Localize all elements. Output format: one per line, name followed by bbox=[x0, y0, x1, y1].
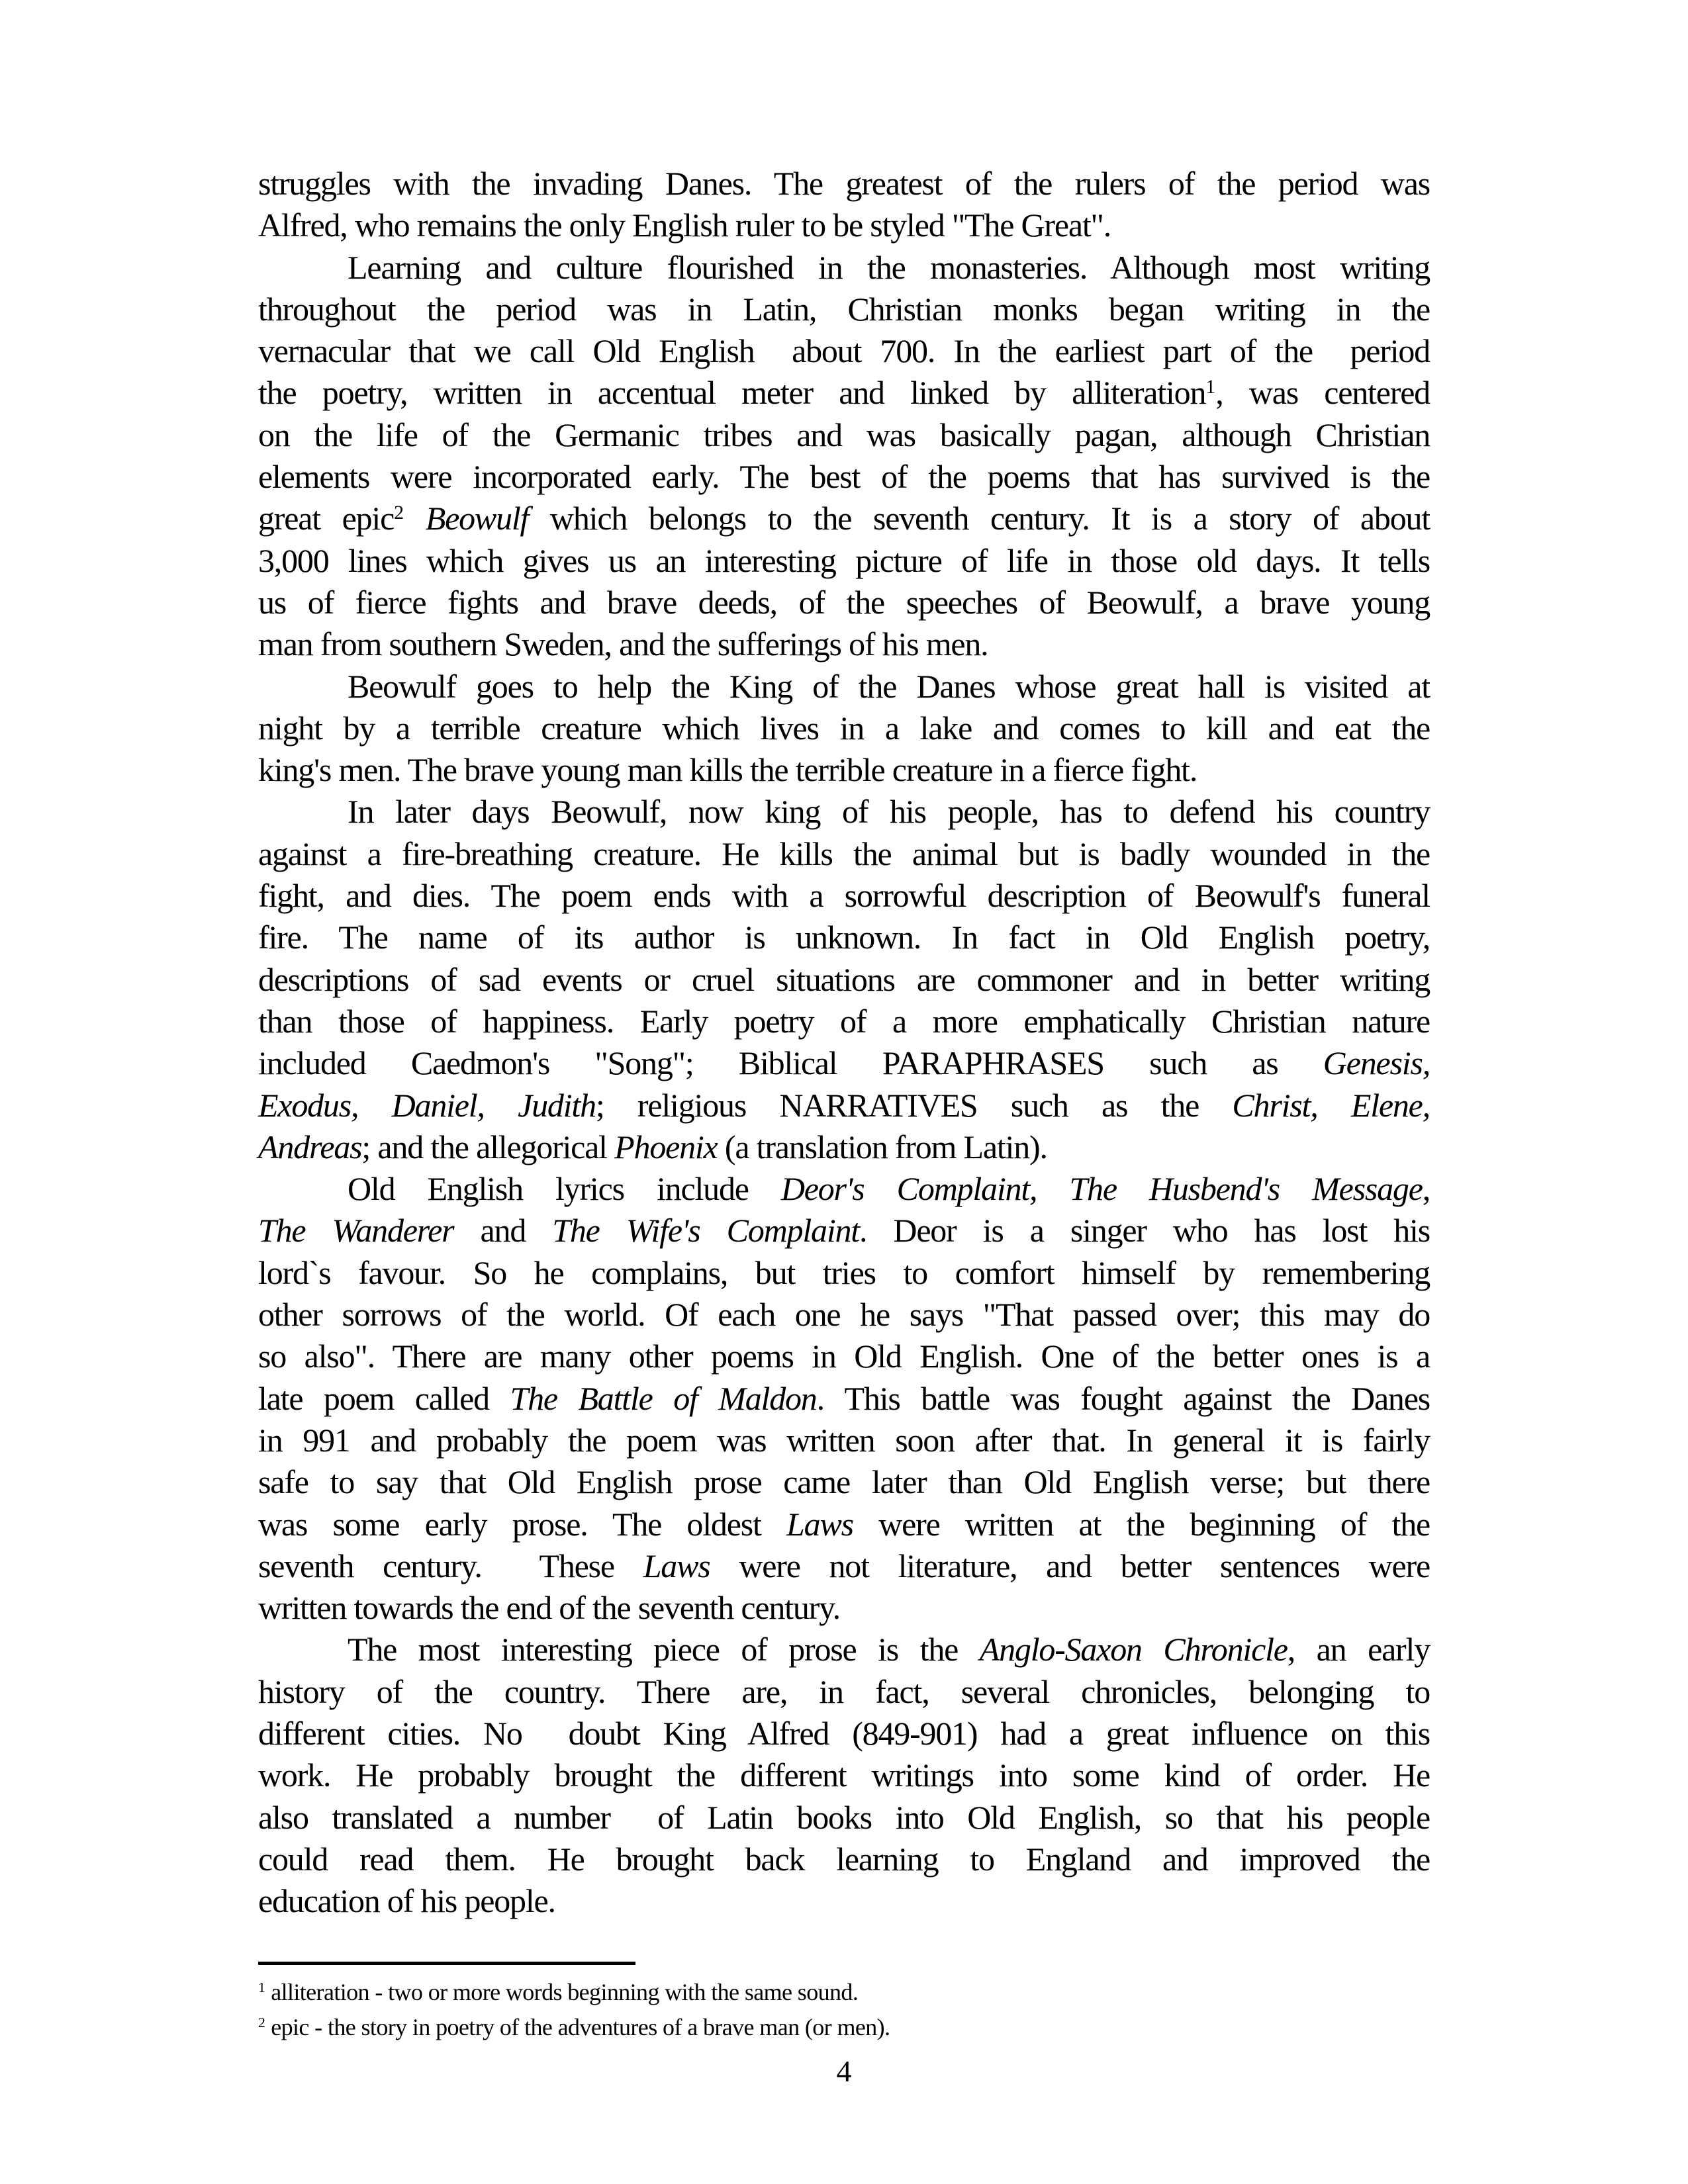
italic-run: The Battle of Maldon bbox=[510, 1379, 817, 1417]
text-block bbox=[258, 163, 1430, 1922]
text-line bbox=[258, 1252, 1430, 1294]
text-run: fight, and dies. The poem ends with a sorrowful description of Beowulf's funeral bbox=[258, 877, 1430, 915]
text-line bbox=[258, 414, 1430, 456]
page-number: 4 bbox=[836, 2054, 852, 2088]
text-line bbox=[258, 205, 1430, 246]
text-line bbox=[258, 1294, 1430, 1336]
text-line bbox=[258, 749, 1430, 791]
text-run: ; and the allegorical bbox=[361, 1128, 615, 1165]
italic-run: Phoenix bbox=[614, 1128, 718, 1165]
text-line bbox=[258, 1797, 1430, 1839]
text-line bbox=[258, 707, 1430, 749]
text-run: in 991 and probably the poem was written soon after that. In general it is fairly bbox=[258, 1421, 1430, 1459]
text-run: different cities. No doubt King Alfred (849-901) had a great influence on this bbox=[258, 1714, 1430, 1752]
text-run: which belongs to the seventh century. It is a story of about bbox=[528, 500, 1430, 537]
text-line bbox=[258, 498, 1430, 539]
text-run: (a translation from Latin). bbox=[717, 1128, 1047, 1165]
text-run: was some early prose. The oldest bbox=[258, 1505, 787, 1543]
italic-run: Deor's Complaint, The Husbend's Message bbox=[780, 1170, 1423, 1208]
text-line bbox=[258, 1754, 1430, 1796]
text-line bbox=[258, 1713, 1430, 1754]
text-line bbox=[258, 791, 1430, 833]
text-run: . This battle was fought against the Danes bbox=[816, 1379, 1430, 1417]
text-run: the poetry, written in accentual meter and linked by alliteration bbox=[258, 374, 1206, 412]
text-run: safe to say that Old English prose came later than Old English verse; but there bbox=[258, 1463, 1430, 1501]
text-run: and bbox=[453, 1212, 553, 1250]
text-run: included Caedmon's "Song"; Biblical PARAPHRASES such as bbox=[258, 1044, 1323, 1082]
text-run: alliteration - two or more words beginning with the same sound. bbox=[265, 1979, 859, 2005]
text-line bbox=[258, 372, 1430, 414]
italic-run: Anglo-Saxon Chronicle bbox=[979, 1631, 1288, 1668]
italic-run: Christ, Elene, bbox=[1232, 1086, 1430, 1124]
text-line bbox=[258, 1461, 1430, 1503]
footnote-marker: 2 bbox=[258, 2015, 265, 2031]
text-run: Alfred, who remains the only English ruler to be styled "The Great". bbox=[258, 206, 1111, 244]
text-line bbox=[258, 1839, 1430, 1880]
text-run: other sorrows of the world. Of each one he says "That passed over; this may do bbox=[258, 1296, 1430, 1334]
text-run: were written at the beginning of the bbox=[853, 1505, 1430, 1543]
text-run: were not literature, and better sentences were bbox=[710, 1547, 1430, 1584]
text-run: Old English lyrics include bbox=[348, 1170, 781, 1208]
italic-run: The Wanderer bbox=[258, 1212, 454, 1250]
italic-run: Beowulf bbox=[425, 500, 529, 537]
text-run: 3,000 lines which gives us an interesting picture of life in those old days. It tells bbox=[258, 541, 1430, 579]
text-run: The most interesting piece of prose is the bbox=[348, 1631, 980, 1668]
text-run: fire. The name of its author is unknown. In fact in Old English poetry, bbox=[258, 919, 1430, 956]
text-run: Beowulf goes to help the King of the Danes whose great hall is visited at bbox=[348, 667, 1430, 705]
text-line bbox=[258, 833, 1430, 875]
text-run: than those of happiness. Early poetry of a more emphatically Christian nature bbox=[258, 1002, 1430, 1040]
text-run: , bbox=[1422, 1170, 1430, 1208]
text-line bbox=[258, 1042, 1430, 1084]
text-run: epic - the story in poetry of the adventures of a brave man (or men). bbox=[265, 2014, 890, 2040]
text-line bbox=[258, 456, 1430, 498]
text-line bbox=[258, 247, 1430, 289]
text-run: Learning and culture flourished in the monasteries. Although most writing bbox=[348, 248, 1430, 286]
text-run: work. He probably brought the different writings into some kind of order. He bbox=[258, 1756, 1430, 1794]
text-line bbox=[258, 1504, 1430, 1545]
text-run: night by a terrible creature which lives in a lake and comes to kill and eat the bbox=[258, 709, 1430, 747]
italic-run: Exodus, Daniel, Judith bbox=[258, 1086, 596, 1124]
text-run: could read them. He brought back learning to England and improved the bbox=[258, 1840, 1430, 1878]
text-run: man from southern Sweden, and the sufferings of his men. bbox=[258, 625, 988, 663]
footnote-marker: 1 bbox=[258, 1979, 265, 1996]
text-line bbox=[258, 1085, 1430, 1126]
text-line bbox=[258, 1210, 1430, 1251]
footnote-marker: 1 bbox=[1205, 375, 1216, 398]
text-line bbox=[258, 1587, 1430, 1629]
text-line bbox=[258, 582, 1430, 623]
text-run: seventh century. These bbox=[258, 1547, 643, 1584]
text-run: descriptions of sad events or cruel situations are commoner and in better writing bbox=[258, 960, 1430, 998]
footnote-marker: 2 bbox=[394, 501, 404, 523]
text-line bbox=[258, 1629, 1430, 1670]
text-run: late poem called bbox=[258, 1379, 510, 1417]
italic-run: Genesis, bbox=[1323, 1044, 1430, 1082]
text-run: written towards the end of the seventh century. bbox=[258, 1589, 840, 1627]
text-line bbox=[258, 1001, 1430, 1042]
text-line bbox=[258, 1336, 1430, 1377]
text-line bbox=[258, 875, 1430, 917]
text-run: elements were incorporated early. The best of the poems that has survived is the bbox=[258, 458, 1430, 496]
text-line bbox=[258, 330, 1430, 372]
text-line bbox=[258, 289, 1430, 330]
italic-run: Laws bbox=[643, 1547, 710, 1584]
text-run: so also". There are many other poems in Old English. One of the better ones is a bbox=[258, 1338, 1430, 1375]
text-line bbox=[258, 623, 1430, 665]
text-run: us of fierce fights and brave deeds, of the speeches of Beowulf, a brave young bbox=[258, 583, 1430, 621]
text-line bbox=[258, 1880, 1430, 1922]
text-run: on the life of the Germanic tribes and was basically pagan, although Christian bbox=[258, 416, 1430, 453]
text-run bbox=[404, 500, 426, 537]
text-line bbox=[258, 1671, 1430, 1713]
text-line bbox=[258, 540, 1430, 582]
footnote-line bbox=[258, 1976, 1430, 2011]
text-line bbox=[258, 1545, 1430, 1587]
text-line bbox=[258, 1168, 1430, 1210]
text-run: ; religious NARRATIVES such as the bbox=[595, 1086, 1233, 1124]
text-run: struggles with the invading Danes. The greatest of the rulers of the period was bbox=[258, 165, 1430, 202]
text-line bbox=[258, 1126, 1430, 1168]
text-run: vernacular that we call Old English about 700. In the earliest part of the period bbox=[258, 332, 1430, 370]
text-line bbox=[258, 163, 1430, 205]
text-run: . Deor is a singer who has lost his bbox=[859, 1212, 1430, 1250]
text-run: against a fire-breathing creature. He kills the animal but is badly wounded in the bbox=[258, 835, 1430, 872]
text-run: king's men. The brave young man kills the terrible creature in a fierce fight. bbox=[258, 751, 1197, 789]
text-run: In later days Beowulf, now king of his people, has to defend his country bbox=[348, 793, 1430, 831]
italic-run: Andreas bbox=[258, 1128, 362, 1165]
text-line bbox=[258, 959, 1430, 1001]
italic-run: Laws bbox=[786, 1505, 853, 1543]
text-line bbox=[258, 666, 1430, 707]
text-line bbox=[258, 1378, 1430, 1420]
text-run: great epic bbox=[258, 500, 395, 537]
text-run: , an early bbox=[1287, 1631, 1430, 1668]
italic-run: The Wife's Complaint bbox=[552, 1212, 859, 1250]
text-run: , was centered bbox=[1215, 374, 1430, 412]
footnote-line bbox=[258, 2011, 1430, 2046]
footnotes-block bbox=[258, 1976, 1430, 2046]
text-line bbox=[258, 1420, 1430, 1461]
text-run: history of the country. There are, in fact, several chronicles, belonging to bbox=[258, 1672, 1430, 1710]
text-run: throughout the period was in Latin, Christian monks began writing in the bbox=[258, 290, 1430, 328]
text-line bbox=[258, 917, 1430, 958]
footnote-separator bbox=[258, 1962, 635, 1965]
text-run: also translated a number of Latin books into Old English, so that his people bbox=[258, 1798, 1430, 1836]
text-run: education of his people. bbox=[258, 1882, 555, 1920]
text-run: lord`s favour. So he complains, but tries to comfort himself by remembering bbox=[258, 1253, 1430, 1291]
